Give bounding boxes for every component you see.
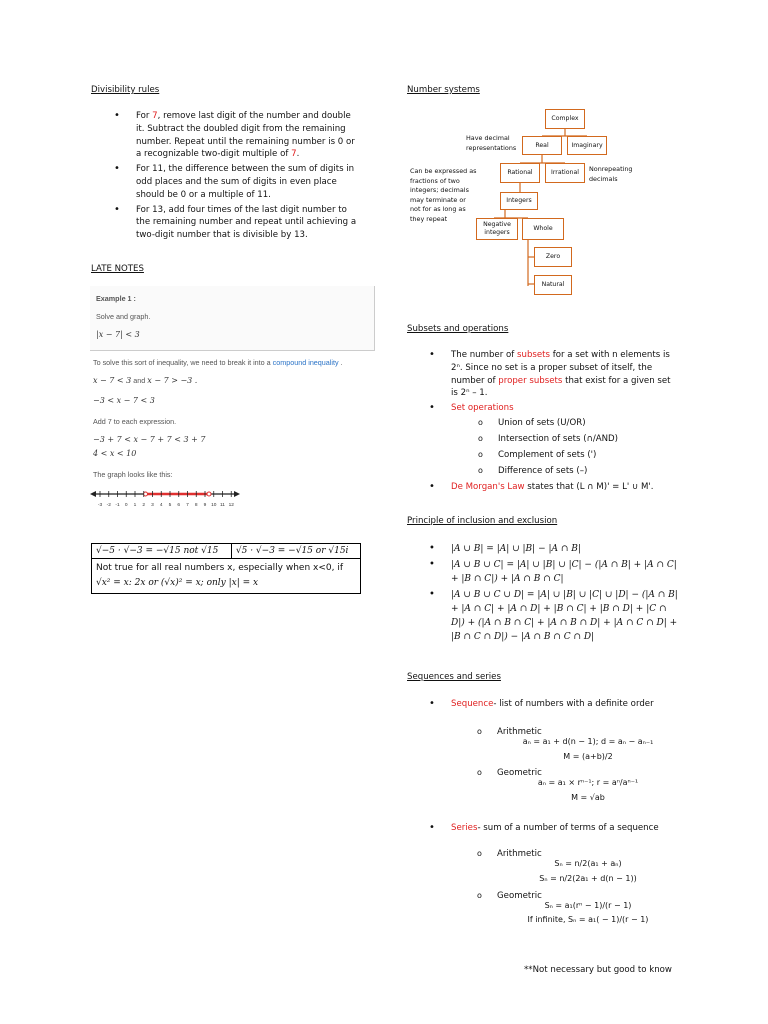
note-nonrepeating: Nonrepeating decimals <box>589 165 633 183</box>
subsets-heading: Subsets and operations <box>407 324 509 334</box>
note-fractions: Can be expressed as fractions of two integers; decimals may terminate or not for as long as they repeat <box>410 167 477 223</box>
inclusion-list <box>451 542 679 646</box>
series-item: • Series- sum of a number of terms of a sequence <box>451 822 679 837</box>
op-complement: o Complement of sets (') <box>498 447 679 463</box>
series-geom-formula-1: Sₙ = a₁(rⁿ − 1)/(r − 1) <box>544 901 632 910</box>
left-arrow-icon <box>90 491 96 497</box>
tick-label: 9 <box>203 503 207 508</box>
add-seven-text: Add 7 to each expression. <box>93 417 177 426</box>
series-arithmetic: o Arithmetic <box>497 846 542 862</box>
example-title: Example 1 : <box>96 294 136 303</box>
example-instruction: Solve and graph. <box>96 312 151 321</box>
number-line <box>90 486 240 510</box>
seq-geom-formula-2: M = √ab <box>571 793 605 802</box>
sqrt-note: Not true for all real numbers x, especially when x<0, if √x² = x: 2x or (√x)² = x; only |x| = x <box>92 559 361 594</box>
subsets-list <box>451 349 679 496</box>
late-notes-heading: LATE NOTES <box>91 264 144 274</box>
tick-label: 7 <box>186 503 189 508</box>
example-inequality: |x − 7| < 3 <box>96 330 140 339</box>
box-negative-integers: Negative integers <box>476 218 518 240</box>
inclusion-3-sets: • |A ∪ B ∪ C| = |A| ∪ |B| ∪ |C| − (|A ∩ B| + |A ∩ C| + |B ∩ C|) + |A ∩ B ∩ C| <box>451 558 679 586</box>
box-whole: Whole <box>522 218 564 240</box>
tick-label: 3 <box>151 503 154 508</box>
seq-geom-formula-1: aₙ = a₁ × rⁿ⁻¹; r = aⁿ/aⁿ⁻¹ <box>537 778 639 787</box>
tick-label: -2 <box>106 503 111 508</box>
rule-11: • For 11, the difference between the sum of digits in odd places and the sum of digits in even place should be 0 or a multiple of 11. <box>136 163 362 201</box>
tick-label: 4 <box>159 503 163 508</box>
box-irrational: Irrational <box>545 163 585 183</box>
tick-label: 0 <box>124 503 128 508</box>
right-arrow-icon <box>234 491 240 497</box>
number-systems-heading: Number systems <box>407 85 480 95</box>
divisibility-list <box>136 110 362 244</box>
sequence-item: • Sequence- list of numbers with a definite order <box>451 698 679 713</box>
footnote: **Not necessary but good to know <box>524 965 672 975</box>
tick-label: 11 <box>220 503 225 508</box>
op-union: o Union of sets (U/OR) <box>498 415 679 431</box>
series-arith-formula-1: Sₙ = n/2(a₁ + aₙ) <box>554 859 622 868</box>
seq-arith-formula-1: aₙ = a₁ + d(n − 1); d = aₙ − aₙ₋₁ <box>522 737 654 746</box>
box-integers: Integers <box>500 192 538 210</box>
op-intersection: o Intersection of sets (∩/AND) <box>498 431 679 447</box>
compound-intro: To solve this sort of inequality, we need to break it into a compound inequality . <box>93 358 343 367</box>
seq-geometric: o Geometric <box>497 765 542 781</box>
open-endpoint-10 <box>207 492 211 496</box>
tick-label: 2 <box>142 503 146 508</box>
series-geometric: o Geometric <box>497 888 542 904</box>
step-2: −3 < x − 7 < 3 <box>93 396 155 405</box>
step-3: −3 + 7 < x − 7 + 7 < 3 + 7 <box>93 435 206 444</box>
inclusion-heading: Principle of inclusion and exclusion <box>407 516 558 526</box>
sqrt-cell-2: √5 · √−3 = −√15 or √15i <box>231 544 360 559</box>
inclusion-2-sets: • |A ∪ B| = |A| ∪ |B| − |A ∩ B| <box>451 542 679 556</box>
example-card <box>90 286 375 351</box>
tick-label: 5 <box>168 503 172 508</box>
subsets-count-item: • The number of subsets for a set with n elements is 2ⁿ. Since no set is a proper subset of itself, the number of proper subsets that exist for a given set is 2ⁿ – 1. <box>451 349 679 400</box>
graph-caption: The graph looks like this: <box>93 470 173 479</box>
box-rational: Rational <box>500 163 540 183</box>
rule-7: • For 7, remove last digit of the number and double it. Subtract the doubled digit from the remaining number. Repeat until the remaining number is 0 or a recognizable two-digit multiple of 7. <box>136 110 362 161</box>
box-natural: Natural <box>534 275 572 295</box>
sqrt-table <box>91 543 361 594</box>
de-morgan-item: • De Morgan's Law states that (L ∩ M)' = L' ∪ M'. <box>451 481 679 494</box>
note-decimal-representations: Have decimal representations <box>466 134 517 152</box>
set-operations-item: • Set operations o Union of sets (U/OR) o Intersection of sets (∩/AND) o Complement of sets (') o Difference of sets (–) <box>451 402 679 479</box>
box-imaginary: Imaginary <box>567 136 607 155</box>
sqrt-cell-1: √−5 · √−3 = −√15 not √15 <box>92 544 232 559</box>
box-complex: Complex <box>545 109 585 129</box>
tick-label: 1 <box>133 503 137 508</box>
divisibility-heading: Divisibility rules <box>91 85 160 95</box>
tick-label: 6 <box>177 503 181 508</box>
seq-arith-formula-2: M = (a+b)/2 <box>563 752 613 761</box>
step-1: x − 7 < 3 and x − 7 > −3 . <box>93 376 198 385</box>
box-real: Real <box>522 136 562 155</box>
compound-inequality-link[interactable]: compound inequality <box>272 358 339 367</box>
seq-arithmetic: o Arithmetic <box>497 724 542 740</box>
series-arith-formula-2: Sₙ = n/2(2a₁ + d(n − 1)) <box>539 874 637 883</box>
op-difference: o Difference of sets (–) <box>498 463 679 479</box>
series-geom-formula-2: If infinite, Sₙ = a₁( − 1)/(r − 1) <box>527 915 649 924</box>
rule-13: • For 13, add four times of the last digit number to the remaining number and repeat until achieving a two-digit number that is divisible by 13. <box>136 204 362 242</box>
tick-label: 8 <box>194 503 198 508</box>
tick-label: -1 <box>115 503 120 508</box>
sequences-heading: Sequences and series <box>407 672 501 682</box>
tick-label: 12 <box>228 503 234 508</box>
step-4: 4 < x < 10 <box>93 449 137 458</box>
box-zero: Zero <box>534 247 572 267</box>
tick-label: -3 <box>97 503 103 508</box>
tick-label: 10 <box>211 503 217 508</box>
inclusion-4-sets: • |A ∪ B ∪ C ∪ D| = |A| ∪ |B| ∪ |C| ∪ |D| − (|A ∩ B| + |A ∩ C| + |A ∩ D| + |B ∩ C| + |B ∩ D| + |C ∩ D|) + (|A ∩ B ∩ C| + |A ∩ B ∩ D| + |A ∩ C ∩ D| + |B ∩ C ∩ D|) − |A ∩ B ∩ C ∩ D| <box>451 588 679 644</box>
